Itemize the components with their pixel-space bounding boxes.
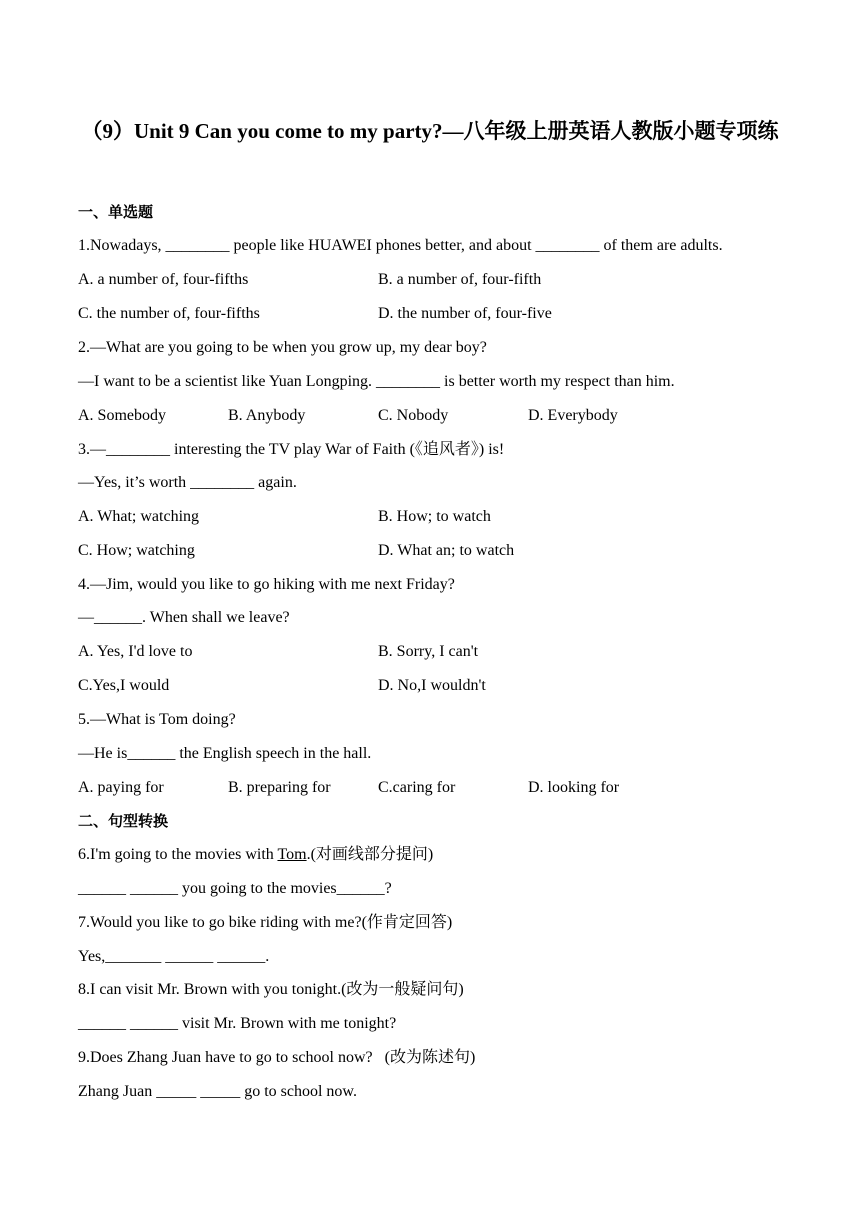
question-5-option-c: C.caring for bbox=[378, 779, 456, 796]
question-5-option-a: A. paying for bbox=[78, 779, 164, 796]
question-5-option-d: D. looking for bbox=[528, 779, 620, 796]
question-3-option-a: A. What; watching bbox=[78, 508, 200, 525]
question-4-reply: —______. When shall we leave? bbox=[78, 609, 290, 626]
question-1-stem: 1.Nowadays, ________ people like HUAWEI phones better, and about ________ of them are adults. bbox=[78, 237, 723, 254]
question-4-option-c: C.Yes,I would bbox=[78, 677, 170, 694]
question-2-option-b: B. Anybody bbox=[228, 407, 306, 424]
question-1-option-d: D. the number of, four-five bbox=[378, 305, 552, 322]
question-9-stem: 9.Does Zhang Juan have to go to school now? (改为陈述句) bbox=[78, 1049, 476, 1066]
question-1-option-c: C. the number of, four-fifths bbox=[78, 305, 260, 322]
question-6-stem bbox=[78, 845, 433, 865]
question-3-option-b: B. How; to watch bbox=[378, 508, 491, 525]
document-title: （9）Unit 9 Can you come to my party?—八年级上册英语人教版小题专项练 bbox=[81, 119, 779, 143]
question-1-option-a: A. a number of, four-fifths bbox=[78, 271, 249, 288]
question-2-stem: 2.—What are you going to be when you grow up, my dear boy? bbox=[78, 339, 487, 356]
question-4-option-b: B. Sorry, I can't bbox=[378, 643, 479, 660]
question-5-option-b: B. preparing for bbox=[228, 779, 331, 796]
question-2-option-d: D. Everybody bbox=[528, 407, 618, 424]
question-3-option-d: D. What an; to watch bbox=[378, 542, 515, 559]
question-3-stem: 3.—________ interesting the TV play War of Faith (《追风者》) is! bbox=[78, 441, 505, 458]
question-8-stem: 8.I can visit Mr. Brown with you tonight.(改为一般疑问句) bbox=[78, 981, 464, 998]
question-9-answer-line: Zhang Juan _____ _____ go to school now. bbox=[78, 1083, 357, 1100]
question-3-reply: —Yes, it’s worth ________ again. bbox=[78, 474, 297, 491]
question-6-stem-before: 6.I'm going to the movies with bbox=[78, 846, 278, 863]
question-3-option-c: C. How; watching bbox=[78, 542, 195, 559]
question-7-stem: 7.Would you like to go bike riding with me?(作肯定回答) bbox=[78, 914, 453, 931]
question-6-underlined-word: Tom bbox=[277, 846, 307, 863]
section-heading-single-choice: 一、单选题 bbox=[78, 203, 154, 221]
question-4-stem: 4.—Jim, would you like to go hiking with me next Friday? bbox=[78, 576, 455, 593]
question-8-answer-line: ______ ______ visit Mr. Brown with me tonight? bbox=[78, 1015, 397, 1032]
question-7-answer-line: Yes,_______ ______ ______. bbox=[78, 948, 270, 965]
question-4-option-d: D. No,I wouldn't bbox=[378, 677, 486, 694]
question-2-reply: —I want to be a scientist like Yuan Longping. ________ is better worth my respect than him. bbox=[78, 373, 675, 390]
question-5-reply: —He is______ the English speech in the hall. bbox=[78, 745, 372, 762]
question-5-stem: 5.—What is Tom doing? bbox=[78, 711, 236, 728]
question-4-option-a: A. Yes, I'd love to bbox=[78, 643, 193, 660]
question-6-stem-after: .(对画线部分提问) bbox=[306, 846, 434, 863]
question-6-answer-line: ______ ______ you going to the movies______? bbox=[78, 880, 392, 897]
question-2-option-c: C. Nobody bbox=[378, 407, 449, 424]
section-heading-sentence-transform: 二、句型转换 bbox=[78, 812, 169, 830]
question-2-option-a: A. Somebody bbox=[78, 407, 166, 424]
question-1-option-b: B. a number of, four-fifth bbox=[378, 271, 542, 288]
